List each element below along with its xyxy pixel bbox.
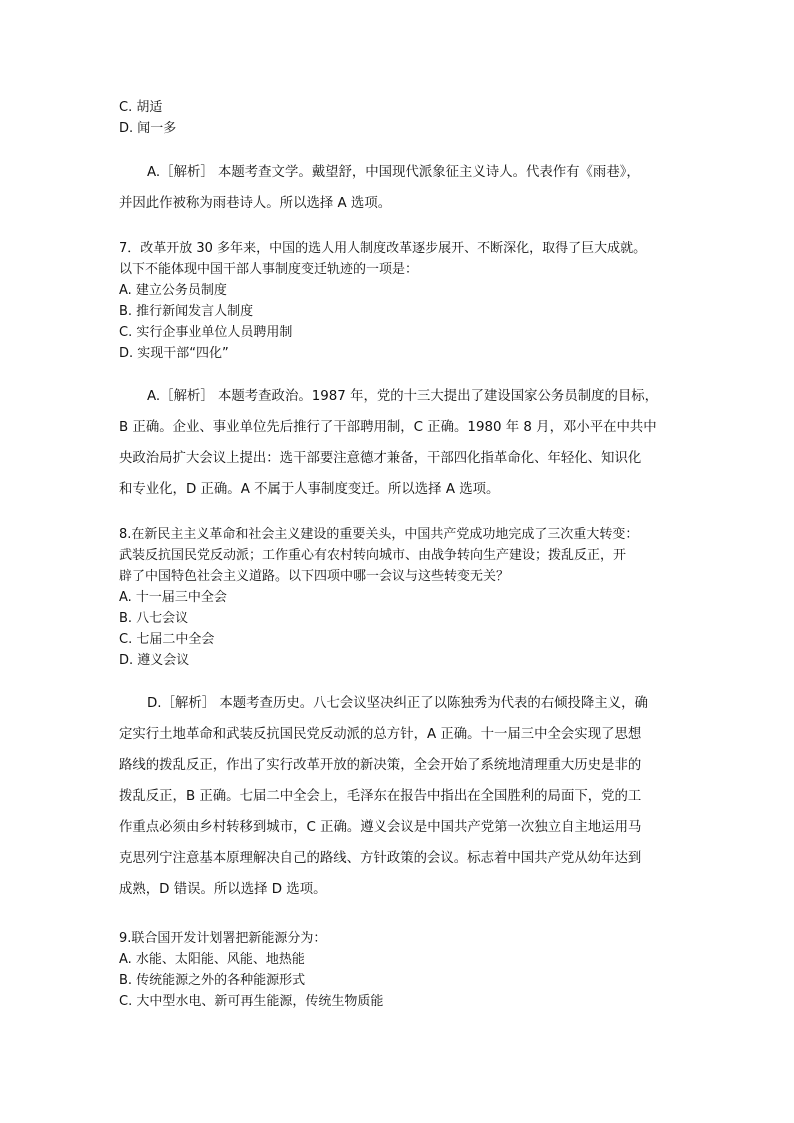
q7-option-b: B. 推行新闻发言人制度 [119,304,254,319]
analysis-line: 定实行土地革命和武装反抗国民党反动派的总方针，A 正确。十一届三中全会实现了思想 [119,727,642,742]
analysis-line: A.［解析］ 本题考查文学。戴望舒，中国现代派象征主义诗人。代表作有《雨巷》， [147,165,640,180]
q8-analysis [119,688,679,905]
q9-option-c: C. 大中型水电、新可再生能源，传统生物质能 [119,994,384,1009]
q6-analysis [119,157,679,219]
q8-option-c: C. 七届二中全会 [119,632,215,647]
q7-option-c: C. 实行企事业单位人员聘用制 [119,325,293,340]
stem-line: 8.在新民主主义革命和社会主义建设的重要关头，中国共产党成功地完成了三次重大转变： [119,527,639,542]
q6-option-d: D. 闻一多 [119,121,177,136]
q7-stem [119,238,646,280]
analysis-line: A.［解析］ 本题考查政治。1987 年，党的十三大提出了建设国家公务员制度的目标， [147,389,659,404]
analysis-line: 成熟，D 错误。所以选择 D 选项。 [119,882,327,897]
stem-line: 7．改革开放 30 多年来，中国的选人用人制度改革逐步展开、不断深化，取得了巨大成就。 [119,241,647,256]
q7-option-d: D. 实现干部“四化” [119,346,229,361]
stem-line: 辟了中国特色社会主义道路。以下四项中哪一会议与这些转变无关？ [119,569,510,584]
q9-stem: 9.联合国开发计划署把新能源分为： [119,931,327,946]
analysis-line: 和专业化，D 正确。A 不属于人事制度变迁。所以选择 A 选项。 [119,482,500,497]
analysis-line: 路线的拨乱反正，作出了实行改革开放的新决策，全会开始了系统地清理重大历史是非的 [119,758,642,773]
q8-stem [119,524,638,587]
analysis-line: 作重点必须由乡村转移到城市，C 正确。遵义会议是中国共产党第一次独立自主地运用马 [119,820,642,835]
analysis-line: 并因此作被称为雨巷诗人。所以选择 A 选项。 [119,196,392,211]
q9-option-a: A. 水能、太阳能、风能、地热能 [119,952,305,967]
q8-option-a: A. 十一届三中全会 [119,590,227,605]
analysis-line: 克思列宁注意基本原理解决自己的路线、方针政策的会议。标志着中国共产党从幼年达到 [119,851,642,866]
stem-line: 以下不能体现中国干部人事制度变迁轨迹的一项是： [119,262,419,277]
analysis-line: D.［解析］ 本题考查历史。八七会议坚决纠正了以陈独秀为代表的右倾投降主义，确 [147,696,648,711]
q9-option-b: B. 传统能源之外的各种能源形式 [119,973,306,988]
analysis-line: 拨乱反正，B 正确。七届二中全会上，毛泽东在报告中指出在全国胜利的局面下，党的工 [119,789,642,804]
q8-option-b: B. 八七会议 [119,611,189,626]
stem-line: 武装反抗国民党反动派；工作重心有农村转向城市、由战争转向生产建设；拨乱反正，开 [119,548,627,563]
q8-option-d: D. 遵义会议 [119,653,190,668]
analysis-line: 央政治局扩大会议上提出：选干部要注意德才兼备，干部四化指革命化、年轻化、知识化 [119,451,642,466]
q7-analysis [119,381,679,505]
q6-option-c: C. 胡适 [119,100,163,115]
q7-option-a: A. 建立公务员制度 [119,283,227,298]
analysis-line: B 正确。企业、事业单位先后推行了干部聘用制，C 正确。1980 年 8 月，邓小平在中共中 [119,420,657,435]
